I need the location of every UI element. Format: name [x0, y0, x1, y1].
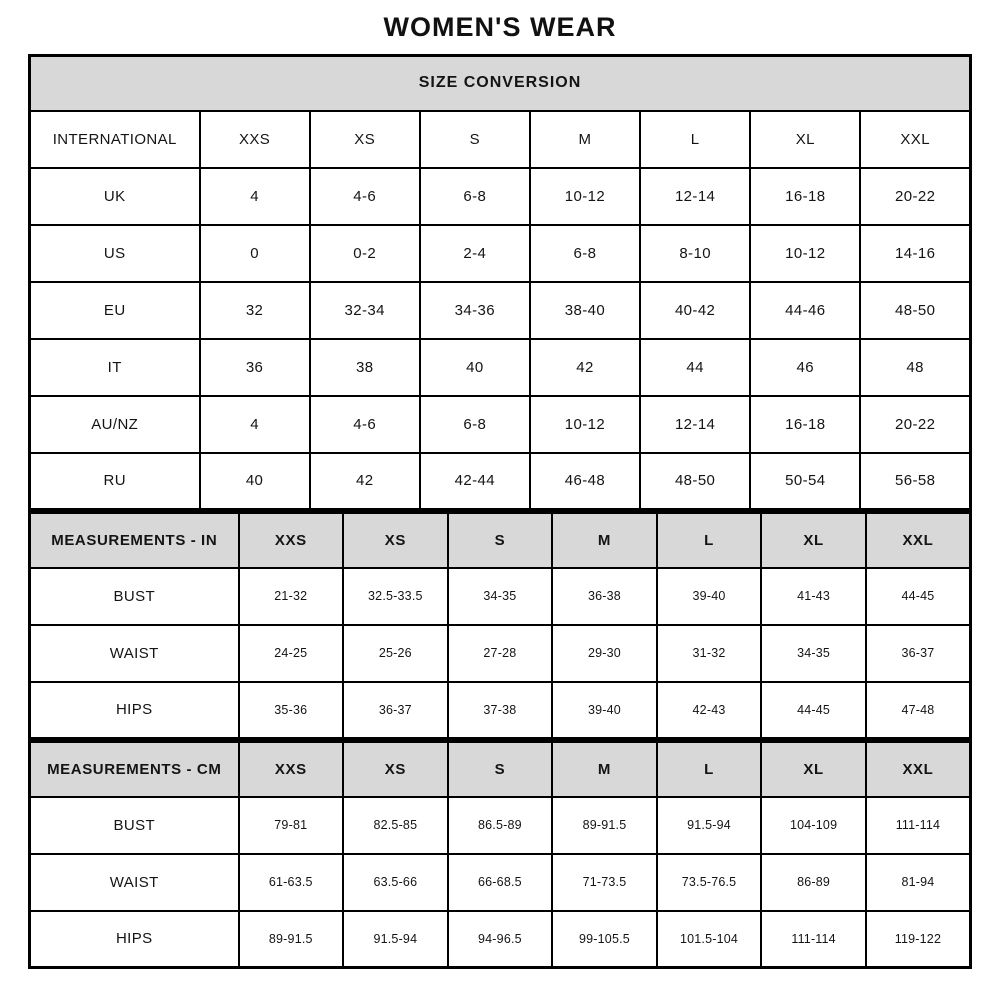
measure-cell: 44-45	[761, 682, 866, 739]
size-conversion-table	[28, 54, 972, 511]
size-cell: 32-34	[310, 282, 420, 339]
size-col-header: XL	[761, 513, 866, 568]
size-cell: 46	[750, 339, 860, 396]
measure-cell: 89-91.5	[552, 797, 657, 854]
size-cell: 16-18	[750, 168, 860, 225]
row-label: RU	[30, 453, 200, 510]
size-cell: S	[420, 111, 530, 168]
size-cell: 34-36	[420, 282, 530, 339]
size-cell: 12-14	[640, 396, 750, 453]
size-cell: 42-44	[420, 453, 530, 510]
measure-cell: 29-30	[552, 625, 657, 682]
size-cell: 48	[860, 339, 970, 396]
row-label: UK	[30, 168, 200, 225]
size-cell: 46-48	[530, 453, 640, 510]
row-label: HIPS	[30, 911, 239, 968]
size-cell: XXS	[200, 111, 310, 168]
row-label: US	[30, 225, 200, 282]
size-cell: 2-4	[420, 225, 530, 282]
measure-cell: 71-73.5	[552, 854, 657, 911]
size-col-header: XXS	[239, 742, 344, 797]
measurements-in-header-row	[30, 513, 971, 568]
measure-cell: 86.5-89	[448, 797, 553, 854]
size-cell: 12-14	[640, 168, 750, 225]
table-row-bust-in	[30, 568, 971, 625]
size-cell: 56-58	[860, 453, 970, 510]
row-label: INTERNATIONAL	[30, 111, 200, 168]
size-cell: L	[640, 111, 750, 168]
size-cell: 32	[200, 282, 310, 339]
size-cell: XXL	[860, 111, 970, 168]
size-cell: 4	[200, 396, 310, 453]
size-cell: 20-22	[860, 168, 970, 225]
size-cell: 0-2	[310, 225, 420, 282]
row-label: WAIST	[30, 625, 239, 682]
measure-cell: 104-109	[761, 797, 866, 854]
size-cell: 48-50	[640, 453, 750, 510]
measure-cell: 89-91.5	[239, 911, 344, 968]
size-col-header: XXS	[239, 513, 344, 568]
size-col-header: M	[552, 513, 657, 568]
measure-cell: 81-94	[866, 854, 971, 911]
measure-cell: 25-26	[343, 625, 448, 682]
size-col-header: XS	[343, 513, 448, 568]
size-cell: 40	[420, 339, 530, 396]
measure-cell: 31-32	[657, 625, 762, 682]
size-cell: 42	[530, 339, 640, 396]
size-cell: 10-12	[750, 225, 860, 282]
measure-cell: 79-81	[239, 797, 344, 854]
measure-cell: 86-89	[761, 854, 866, 911]
row-label: WAIST	[30, 854, 239, 911]
measure-cell: 41-43	[761, 568, 866, 625]
table-row-us	[30, 225, 971, 282]
measure-cell: 37-38	[448, 682, 553, 739]
size-cell: 50-54	[750, 453, 860, 510]
size-cell: 0	[200, 225, 310, 282]
size-cell: 6-8	[530, 225, 640, 282]
size-cell: XS	[310, 111, 420, 168]
measure-cell: 35-36	[239, 682, 344, 739]
size-cell: 4-6	[310, 396, 420, 453]
measure-cell: 47-48	[866, 682, 971, 739]
size-cell: 48-50	[860, 282, 970, 339]
table-row-uk	[30, 168, 971, 225]
measure-cell: 66-68.5	[448, 854, 553, 911]
size-col-header: S	[448, 513, 553, 568]
measure-cell: 111-114	[866, 797, 971, 854]
size-cell: 4	[200, 168, 310, 225]
measure-cell: 39-40	[657, 568, 762, 625]
size-col-header: XXL	[866, 513, 971, 568]
size-col-header: M	[552, 742, 657, 797]
row-label: EU	[30, 282, 200, 339]
measure-cell: 39-40	[552, 682, 657, 739]
measure-cell: 34-35	[761, 625, 866, 682]
size-cell: 20-22	[860, 396, 970, 453]
measure-cell: 63.5-66	[343, 854, 448, 911]
size-cell: M	[530, 111, 640, 168]
measure-cell: 44-45	[866, 568, 971, 625]
size-col-header: L	[657, 742, 762, 797]
table-row-bust-cm	[30, 797, 971, 854]
table-row-eu	[30, 282, 971, 339]
measure-cell: 21-32	[239, 568, 344, 625]
size-cell: 44	[640, 339, 750, 396]
size-cell: 8-10	[640, 225, 750, 282]
table-row-hips-cm	[30, 911, 971, 968]
measure-cell: 27-28	[448, 625, 553, 682]
size-cell: 38-40	[530, 282, 640, 339]
measure-cell: 36-37	[866, 625, 971, 682]
size-cell: 14-16	[860, 225, 970, 282]
size-cell: 36	[200, 339, 310, 396]
size-cell: XL	[750, 111, 860, 168]
size-conversion-title: SIZE CONVERSION	[30, 56, 971, 111]
measure-cell: 42-43	[657, 682, 762, 739]
table-row-waist-in	[30, 625, 971, 682]
size-cell: 38	[310, 339, 420, 396]
table-row-hips-in	[30, 682, 971, 739]
size-cell: 10-12	[530, 168, 640, 225]
measure-cell: 36-38	[552, 568, 657, 625]
measurements-in-title: MEASUREMENTS - IN	[30, 513, 239, 568]
measure-cell: 32.5-33.5	[343, 568, 448, 625]
measure-cell: 82.5-85	[343, 797, 448, 854]
size-col-header: XXL	[866, 742, 971, 797]
measurements-in-table	[28, 511, 972, 740]
table-row-ru	[30, 453, 971, 510]
row-label: AU/NZ	[30, 396, 200, 453]
measurements-cm-title: MEASUREMENTS - CM	[30, 742, 239, 797]
measure-cell: 24-25	[239, 625, 344, 682]
page-title: WOMEN'S WEAR	[383, 12, 617, 42]
measure-cell: 61-63.5	[239, 854, 344, 911]
row-label: BUST	[30, 797, 239, 854]
size-cell: 40	[200, 453, 310, 510]
size-col-header: XL	[761, 742, 866, 797]
measure-cell: 101.5-104	[657, 911, 762, 968]
table-row-it	[30, 339, 971, 396]
size-cell: 6-8	[420, 396, 530, 453]
row-label: IT	[30, 339, 200, 396]
measure-cell: 34-35	[448, 568, 553, 625]
row-label: HIPS	[30, 682, 239, 739]
measure-cell: 99-105.5	[552, 911, 657, 968]
measure-cell: 111-114	[761, 911, 866, 968]
size-col-header: XS	[343, 742, 448, 797]
size-cell: 10-12	[530, 396, 640, 453]
table-row-international	[30, 111, 971, 168]
measure-cell: 119-122	[866, 911, 971, 968]
size-col-header: S	[448, 742, 553, 797]
measure-cell: 91.5-94	[657, 797, 762, 854]
measure-cell: 94-96.5	[448, 911, 553, 968]
size-cell: 44-46	[750, 282, 860, 339]
table-row-aunz	[30, 396, 971, 453]
measure-cell: 91.5-94	[343, 911, 448, 968]
measure-cell: 73.5-76.5	[657, 854, 762, 911]
size-cell: 42	[310, 453, 420, 510]
measure-cell: 36-37	[343, 682, 448, 739]
measurements-cm-header-row	[30, 742, 971, 797]
table-row-waist-cm	[30, 854, 971, 911]
size-cell: 4-6	[310, 168, 420, 225]
row-label: BUST	[30, 568, 239, 625]
size-col-header: L	[657, 513, 762, 568]
measurements-cm-table	[28, 740, 972, 969]
size-cell: 6-8	[420, 168, 530, 225]
size-conversion-header-row	[30, 56, 971, 111]
size-cell: 40-42	[640, 282, 750, 339]
size-cell: 16-18	[750, 396, 860, 453]
